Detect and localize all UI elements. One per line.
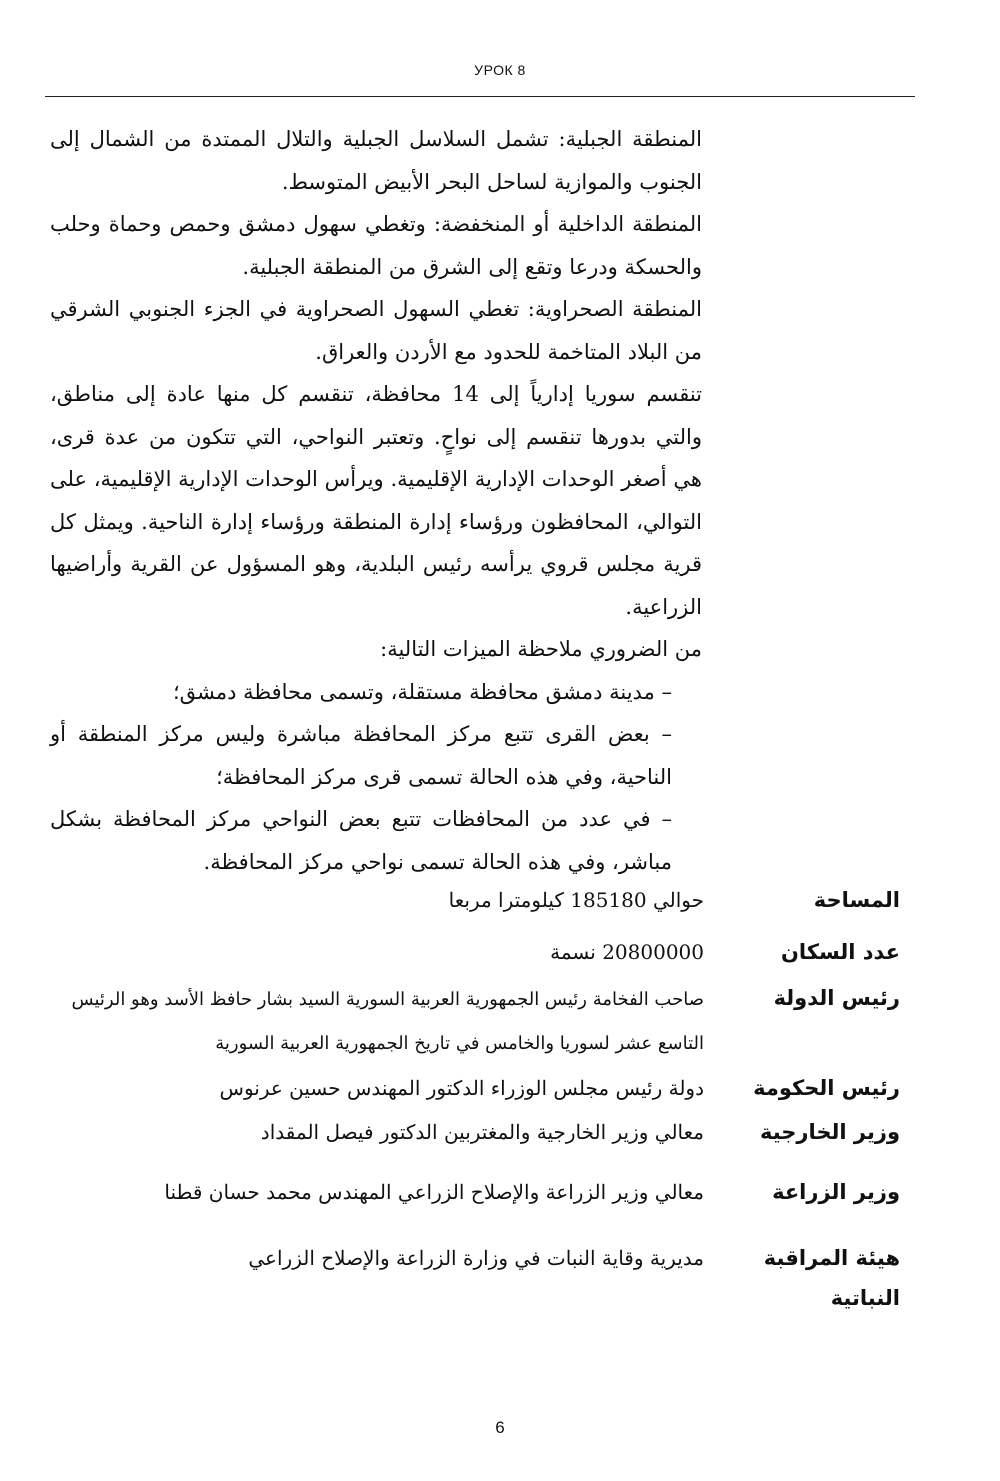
paragraph-administrative-division: تنقسم سوريا إدارياً إلى 14 محافظة، تنقسم كل منها عادة إلى مناطق، والتي بدورها تنقسم إلى نواحٍ. وتعتبر النواحي، التي تتكون من عدة قرى، هي أصغر الوحدات الإدارية الإقليمية. ويرأس الوحدات الإدارية الإقليمية، على التوالي، المحافظون ورؤساء إدارة المنطقة ورؤساء إدارة الناحية. ويمثل كل قرية مجلس قروي يرأسه رئيس البلدية، وهو المسؤول عن القرية وأراضيها الزراعية. — [50, 382, 702, 619]
fact-value-head-of-state: صاحب الفخامة رئيس الجمهورية العربية السورية السيد بشار حافظ الأسد وهو الرئيس التاسع عشر لسوريا والخامس في تاريخ الجمهورية العربية السورية — [71, 989, 704, 1054]
fact-row-head-of-state — [50, 978, 900, 1068]
fact-label-foreign-minister: وزير الخارجية — [759, 1120, 900, 1144]
fact-value-foreign-minister: معالي وزير الخارجية والمغتربين الدكتور فيصل المقداد — [260, 1120, 704, 1144]
paragraph-interior-region: المنطقة الداخلية أو المنخفضة: وتغطي سهول دمشق وحمص وحماة وحلب والحسكة ودرعا وتقع إلى الشرق من المنطقة الجبلية. — [50, 212, 702, 279]
paragraph-mountain-region: المنطقة الجبلية: تشمل السلاسل الجبلية والتلال الممتدة من الشمال إلى الجنوب والموازية لساحل البحر الأبيض المتوسط. — [50, 127, 702, 194]
fact-row-agriculture-minister — [50, 1172, 900, 1238]
fact-row-population — [50, 932, 900, 978]
fact-row-plant-inspection — [50, 1238, 900, 1310]
fact-label-population: عدد السكان — [780, 940, 900, 964]
fact-value-population: 20800000 نسمة — [550, 940, 704, 964]
fact-row-area — [50, 880, 900, 932]
fact-value-agriculture-minister: معالي وزير الزراعة والإصلاح الزراعي المهندس محمد حسان قطنا — [164, 1180, 704, 1204]
fact-label-plant-inspection: هيئة المراقبة النباتية — [763, 1246, 900, 1310]
fact-label-agriculture-minister: وزير الزراعة — [772, 1180, 900, 1204]
fact-label-head-of-government: رئيس الحكومة — [753, 1076, 900, 1100]
body-text — [50, 118, 702, 883]
facts-table — [50, 880, 900, 1310]
fact-label-head-of-state: رئيس الدولة — [773, 986, 900, 1010]
fact-value-plant-inspection: مديرية وقاية النبات في وزارة الزراعة والإصلاح الزراعي — [248, 1246, 704, 1270]
paragraph-desert-region: المنطقة الصحراوية: تغطي السهول الصحراوية في الجزء الجنوبي الشرقي من البلاد المتاخمة للحدود مع الأردن والعراق. — [50, 297, 702, 364]
list-item-damascus: – مدينة دمشق محافظة مستقلة، وتسمى محافظة دمشق؛ — [172, 679, 672, 704]
list-item-villages: – بعض القرى تتبع مركز المحافظة مباشرة وليس مركز المنطقة أو الناحية، وفي هذه الحالة تسمى قرى مركز المحافظة؛ — [50, 722, 672, 789]
paragraph-features-intro: من الضروري ملاحظة الميزات التالية: — [380, 637, 702, 661]
header-divider — [45, 96, 915, 97]
list-item-subdistricts: – في عدد من المحافظات تتبع بعض النواحي مركز المحافظة بشكل مباشر، وفي هذه الحالة تسمى نواحي مركز المحافظة. — [50, 807, 672, 874]
fact-row-foreign-minister — [50, 1112, 900, 1172]
fact-value-head-of-government: دولة رئيس مجلس الوزراء الدكتور المهندس حسين عرنوس — [219, 1076, 704, 1100]
fact-label-area: المساحة — [813, 888, 900, 912]
fact-row-head-of-government — [50, 1068, 900, 1112]
page-number: 6 — [495, 1418, 505, 1437]
page-header: УРОК 8 — [474, 62, 526, 78]
fact-value-area: حوالي 185180 كيلومترا مربعا — [448, 888, 704, 912]
